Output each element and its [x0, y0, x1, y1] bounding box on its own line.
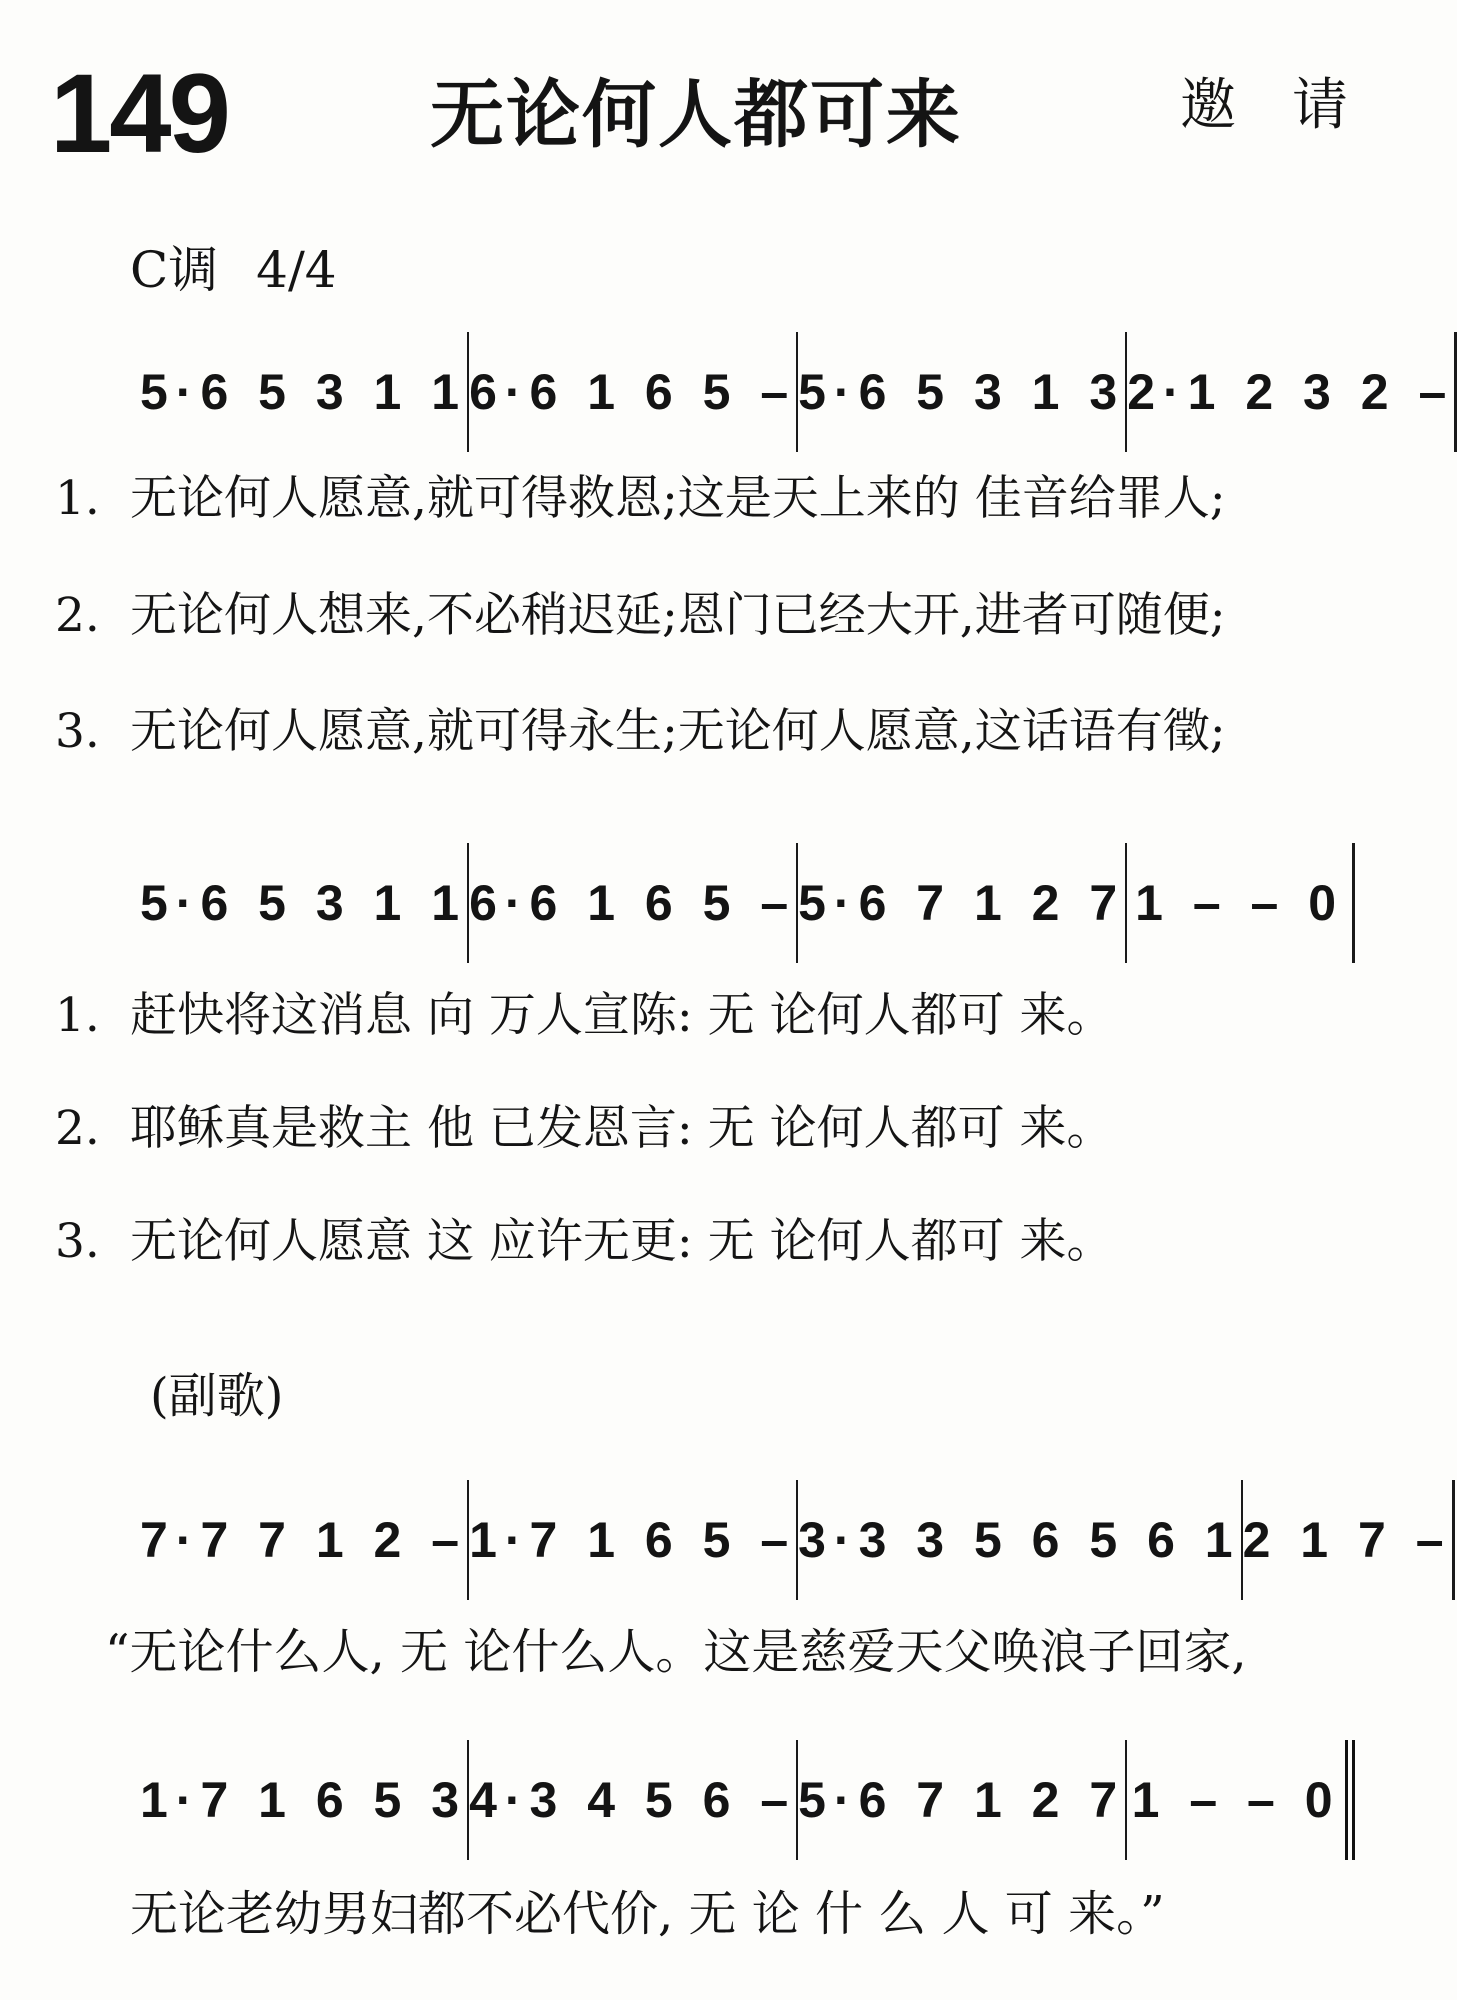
- lyric-text: 无论何人愿意,就可得永生;无论何人愿意,这话语有徵;: [130, 704, 1226, 759]
- lyric-text: 耶稣真是救主 他 已发恩言: 无 论何人都可 来。: [130, 1101, 1114, 1156]
- verse-number: 1.: [55, 988, 100, 1043]
- verse-number: 2.: [55, 1101, 100, 1156]
- notation-line-1: [140, 332, 1455, 452]
- lyric-text: 赶快将这消息 向 万人宣陈: 无 论何人都可 来。: [130, 988, 1114, 1043]
- hymn-category: 邀请: [1180, 73, 1404, 138]
- measure: 5·6 7 1 2 7: [796, 1740, 1125, 1860]
- chorus-lyric-line: “无论什么人, 无 论什么人。这是慈爱天父唤浪子回家,: [105, 1624, 1247, 1680]
- measure: 2·1 2 3 2 –: [1125, 332, 1457, 452]
- measure-final: 1 – – 0: [1125, 1740, 1355, 1860]
- lyric-text: 无论何人想来,不必稍迟延;恩门已经大开,进者可随便;: [130, 588, 1226, 643]
- verse-number: 3.: [55, 704, 100, 759]
- measure: 1·7 1 6 5 –: [467, 1480, 796, 1600]
- hymn-number: 149: [50, 51, 228, 176]
- measure: 5·6 5 3 1 3: [796, 332, 1125, 452]
- measure: 6·6 1 6 5 –: [467, 843, 796, 963]
- chorus-lyric-line: 无论老幼男妇都不必代价, 无 论 什 么 人 可 来。”: [130, 1886, 1165, 1942]
- hymn-title: 无论何人都可来: [430, 72, 962, 158]
- measure: 5·6 7 1 2 7: [796, 843, 1125, 963]
- measure: 1 – – 0: [1125, 843, 1355, 963]
- measure: 3·3 3 5 6 5 6 1: [796, 1480, 1240, 1600]
- measure: 5·6 5 3 1 1: [140, 875, 468, 931]
- verse-number: 1.: [55, 471, 100, 526]
- chorus-notation-line-2: [140, 1740, 1355, 1860]
- lyric-text: 无论何人愿意,就可得救恩;这是天上来的 佳音给罪人;: [130, 471, 1226, 526]
- measure: 4·3 4 5 6 –: [467, 1740, 796, 1860]
- verse-lyric-line: [55, 471, 1355, 526]
- verse-number: 3.: [55, 1214, 100, 1269]
- verse-lyric-line: [55, 1101, 1355, 1156]
- measure: 6·6 1 6 5 –: [467, 332, 796, 452]
- notation-line-2: [140, 843, 1355, 963]
- verse-lyric-line: [55, 588, 1355, 643]
- measure: 2 1 7 –: [1241, 1480, 1455, 1600]
- measure: 5·6 5 3 1 1: [140, 364, 468, 420]
- verse-lyric-line: [55, 704, 1355, 759]
- chorus-notation-line-1: [140, 1480, 1452, 1600]
- measure: 1·7 1 6 5 3: [140, 1772, 468, 1828]
- key-signature: C调 4/4: [130, 241, 337, 299]
- lyric-text: 无论何人愿意 这 应许无更: 无 论何人都可 来。: [130, 1214, 1114, 1269]
- measure: 7·7 7 1 2 –: [140, 1512, 468, 1568]
- chorus-label: (副歌): [150, 1368, 284, 1424]
- verse-lyric-line: [55, 1214, 1355, 1269]
- verse-lyric-line: [55, 988, 1355, 1043]
- verse-number: 2.: [55, 588, 100, 643]
